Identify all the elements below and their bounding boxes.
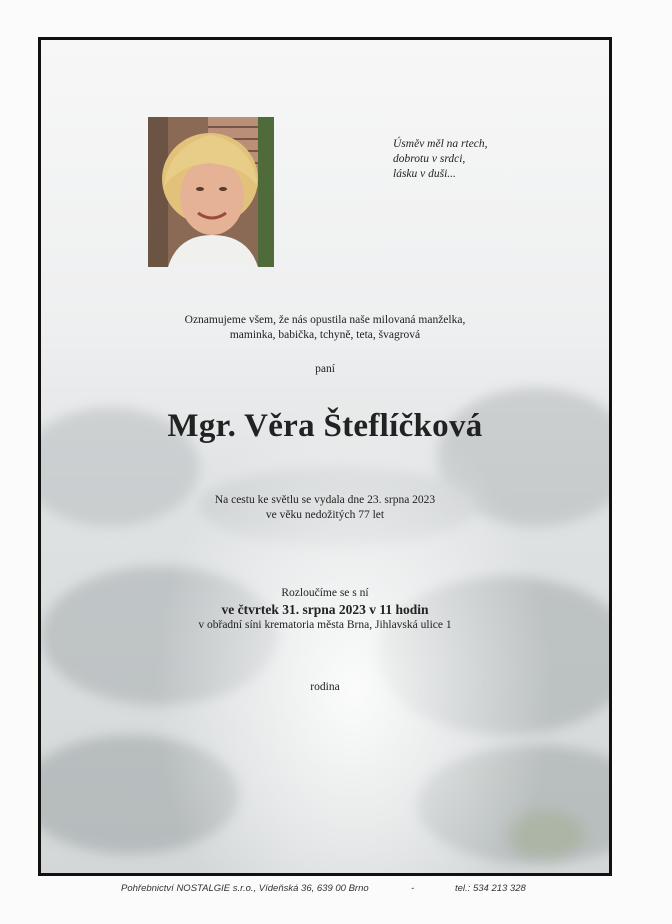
farewell-venue: v obřadní síni krematoria města Brna, Jihlavská ulice 1: [198, 619, 452, 631]
portrait-photo: [148, 117, 274, 267]
footer-company: Pohřebnictví NOSTALGIE s.r.o., Vídeňská 36, 639 00 Brno: [121, 883, 369, 894]
obituary-card: [38, 37, 612, 876]
farewell-info: [41, 586, 609, 633]
motto-line: lásku v duši...: [393, 168, 456, 180]
announcement-line-1: Oznamujeme všem, že nás opustila naše milovaná manželka,: [184, 314, 466, 326]
announcement-line-2: maminka, babička, tchyně, teta, švagrová: [229, 329, 421, 341]
motto-quote: [393, 137, 488, 182]
death-date-line: Na cestu ke světlu se vydala dne 23. srpna 2023: [214, 494, 436, 506]
signature: rodina: [310, 681, 340, 693]
age-line: ve věku nedožitých 77 let: [265, 509, 385, 521]
waterfall-background: [41, 40, 609, 873]
motto-line: dobrotu v srdci,: [393, 153, 466, 165]
farewell-line-1: Rozloučíme se s ní: [281, 587, 369, 599]
footer-dash: -: [411, 883, 415, 894]
motto-line: Úsměv měl na rtech,: [393, 138, 488, 150]
deceased-name: Mgr. Věra Šteflíčková: [167, 408, 483, 444]
death-info: [41, 493, 609, 523]
footer-phone: tel.: 534 213 328: [455, 883, 526, 894]
farewell-datetime: ve čtvrtek 31. srpna 2023 v 11 hodin: [221, 602, 429, 617]
title-pani: paní: [315, 363, 335, 375]
announcement-text: [41, 313, 609, 343]
